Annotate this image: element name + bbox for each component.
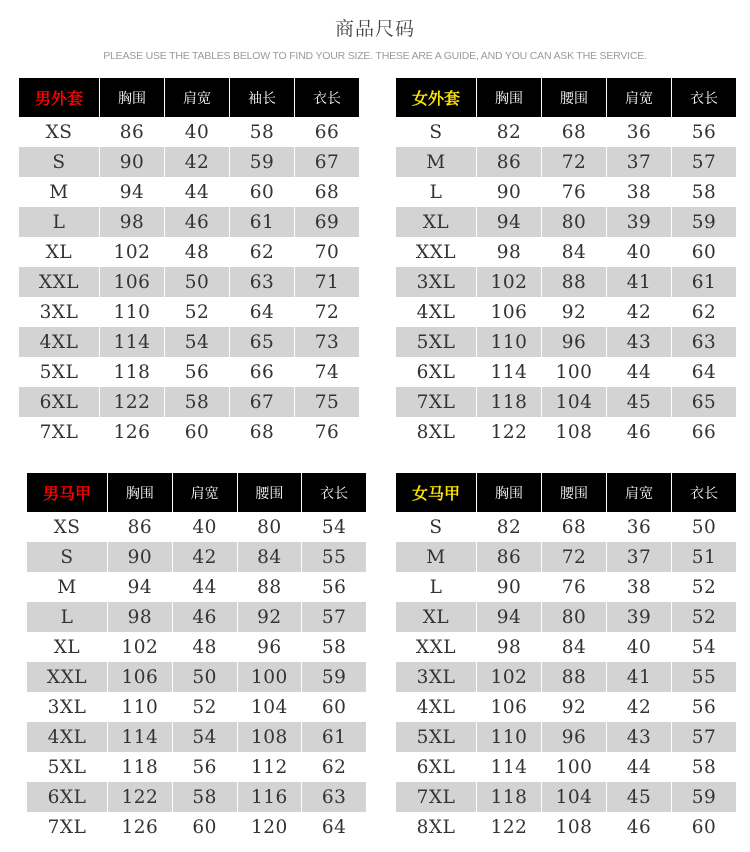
measurement-cell: 54 [321, 516, 347, 538]
measurement-cell: 52 [184, 301, 210, 323]
size-cell: XL [53, 636, 81, 658]
table-row [27, 662, 366, 692]
size-cell: S [429, 121, 443, 143]
measurement-cell: 62 [321, 756, 347, 778]
measurement-cell: 42 [165, 147, 229, 177]
measurement-cell: 68 [561, 516, 587, 538]
table-row [396, 387, 736, 417]
measurement-cell: 43 [607, 327, 671, 357]
measurement-cell: 106 [490, 301, 528, 323]
table-header-row [19, 78, 359, 117]
table-row [19, 117, 359, 147]
measurement-cell: 64 [691, 361, 717, 383]
table-row [19, 267, 359, 297]
measurement-cell: 54 [165, 327, 229, 357]
measurement-cell: 118 [477, 387, 541, 417]
table-row [396, 417, 736, 447]
measurement-cell: 60 [691, 241, 717, 263]
measurement-cell: 114 [490, 361, 528, 383]
table-row [27, 542, 366, 572]
measurement-cell: 92 [238, 602, 302, 632]
table-name: 女外套 [396, 78, 476, 117]
table-row [396, 147, 736, 177]
size-cell: M [49, 181, 69, 203]
measurement-cell: 92 [561, 696, 587, 718]
measurement-cell: 56 [691, 121, 717, 143]
measurement-cell: 108 [555, 816, 593, 838]
table-row [396, 357, 736, 387]
column-header: 肩宽 [173, 473, 237, 512]
table-row [396, 602, 736, 632]
column-header: 衣长 [672, 473, 736, 512]
measurement-cell: 62 [249, 241, 275, 263]
measurement-cell: 120 [250, 816, 288, 838]
measurement-cell: 54 [691, 636, 717, 658]
size-cell: M [396, 147, 476, 177]
measurement-cell: 126 [121, 816, 159, 838]
measurement-cell: 57 [672, 722, 736, 752]
measurement-cell: 40 [184, 121, 210, 143]
table-row [19, 327, 359, 357]
measurement-cell: 80 [542, 207, 606, 237]
measurement-cell: 63 [230, 267, 294, 297]
size-cell: 6XL [416, 756, 456, 778]
measurement-cell: 118 [121, 756, 159, 778]
measurement-cell: 41 [607, 662, 671, 692]
measurement-cell: 59 [672, 207, 736, 237]
measurement-cell: 58 [165, 387, 229, 417]
measurement-cell: 110 [113, 301, 151, 323]
measurement-cell: 100 [555, 756, 593, 778]
size-cell: 5XL [39, 361, 79, 383]
measurement-cell: 90 [100, 147, 164, 177]
size-cell: 5XL [47, 756, 87, 778]
table-row [19, 207, 359, 237]
measurement-cell: 67 [295, 147, 359, 177]
size-cell: 8XL [416, 421, 456, 443]
table-header-row [27, 473, 366, 512]
measurement-cell: 56 [321, 576, 347, 598]
table-row [396, 327, 736, 357]
measurement-cell: 58 [691, 181, 717, 203]
measurement-cell: 36 [626, 121, 652, 143]
measurement-cell: 50 [691, 516, 717, 538]
size-cell: M [396, 542, 476, 572]
measurement-cell: 76 [561, 576, 587, 598]
measurement-cell: 104 [250, 696, 288, 718]
measurement-cell: 122 [490, 816, 528, 838]
column-header: 衣长 [295, 78, 359, 117]
measurement-cell: 104 [542, 387, 606, 417]
size-cell: 6XL [27, 782, 107, 812]
measurement-cell: 75 [295, 387, 359, 417]
measurement-cell: 104 [542, 782, 606, 812]
table-name: 男马甲 [27, 473, 107, 512]
table-row [396, 722, 736, 752]
size-cell: 4XL [416, 301, 456, 323]
size-cell: XXL [415, 241, 457, 263]
measurement-cell: 39 [607, 207, 671, 237]
measurement-cell: 82 [496, 121, 522, 143]
measurement-cell: 55 [672, 662, 736, 692]
table-row [27, 752, 366, 782]
column-header: 肩宽 [607, 78, 671, 117]
table-row [19, 177, 359, 207]
measurement-cell: 50 [165, 267, 229, 297]
table-row [396, 297, 736, 327]
measurement-cell: 70 [314, 241, 340, 263]
measurement-cell: 72 [314, 301, 340, 323]
size-cell: 4XL [416, 696, 456, 718]
column-header: 腰围 [238, 473, 302, 512]
measurement-cell: 58 [173, 782, 237, 812]
table-row [27, 632, 366, 662]
size-cell: 6XL [416, 361, 456, 383]
column-header: 袖长 [230, 78, 294, 117]
size-cell: 7XL [39, 421, 79, 443]
size-cell: XL [396, 207, 476, 237]
measurement-cell: 90 [496, 181, 522, 203]
measurement-cell: 98 [496, 241, 522, 263]
table-row [396, 632, 736, 662]
measurement-cell: 46 [173, 602, 237, 632]
measurement-cell: 98 [100, 207, 164, 237]
measurement-cell: 57 [302, 602, 366, 632]
size-table-womens-vest [395, 473, 737, 842]
column-header: 衣长 [672, 78, 736, 117]
table-row [396, 237, 736, 267]
column-header: 胸围 [477, 78, 541, 117]
measurement-cell: 44 [626, 361, 652, 383]
measurement-cell: 41 [607, 267, 671, 297]
table-row [27, 602, 366, 632]
table-row [396, 662, 736, 692]
measurement-cell: 63 [302, 782, 366, 812]
measurement-cell: 122 [100, 387, 164, 417]
table-header-row [396, 473, 736, 512]
column-header: 胸围 [108, 473, 172, 512]
measurement-cell: 66 [691, 421, 717, 443]
size-cell: M [57, 576, 77, 598]
measurement-cell: 98 [496, 636, 522, 658]
table-row [19, 147, 359, 177]
table-row [396, 177, 736, 207]
measurement-cell: 40 [192, 516, 217, 538]
column-header: 胸围 [100, 78, 164, 117]
measurement-cell: 59 [302, 662, 366, 692]
measurement-cell: 98 [108, 602, 172, 632]
size-cell: 7XL [396, 782, 476, 812]
measurement-cell: 40 [626, 636, 652, 658]
measurement-cell: 64 [321, 816, 347, 838]
measurement-cell: 63 [672, 327, 736, 357]
measurement-cell: 59 [230, 147, 294, 177]
size-table-womens-jacket [395, 78, 737, 447]
size-cell: XXL [415, 636, 457, 658]
size-cell: 7XL [47, 816, 87, 838]
measurement-cell: 62 [691, 301, 717, 323]
size-cell: L [19, 207, 99, 237]
table-row [396, 812, 736, 842]
table-row [27, 812, 366, 842]
size-cell: 4XL [27, 722, 107, 752]
measurement-cell: 43 [607, 722, 671, 752]
measurement-cell: 59 [672, 782, 736, 812]
measurement-cell: 92 [561, 301, 587, 323]
measurement-cell: 68 [249, 421, 275, 443]
measurement-cell: 88 [542, 662, 606, 692]
measurement-cell: 38 [626, 181, 652, 203]
size-cell: 6XL [19, 387, 99, 417]
measurement-cell: 84 [561, 241, 587, 263]
measurement-cell: 74 [314, 361, 340, 383]
measurement-cell: 82 [496, 516, 522, 538]
measurement-cell: 114 [108, 722, 172, 752]
size-cell: XS [45, 121, 73, 143]
measurement-cell: 102 [113, 241, 151, 263]
measurement-cell: 100 [238, 662, 302, 692]
measurement-cell: 88 [542, 267, 606, 297]
measurement-cell: 44 [192, 576, 217, 598]
measurement-cell: 80 [257, 516, 282, 538]
measurement-cell: 44 [626, 756, 652, 778]
measurement-cell: 52 [672, 602, 736, 632]
measurement-cell: 76 [314, 421, 340, 443]
measurement-cell: 39 [607, 602, 671, 632]
table-row [396, 572, 736, 602]
measurement-cell: 84 [561, 636, 587, 658]
measurement-cell: 96 [542, 327, 606, 357]
size-cell: 3XL [47, 696, 87, 718]
table-row [396, 117, 736, 147]
measurement-cell: 90 [496, 576, 522, 598]
measurement-cell: 48 [192, 636, 217, 658]
table-row [396, 692, 736, 722]
measurement-cell: 46 [165, 207, 229, 237]
column-header: 肩宽 [165, 78, 229, 117]
size-cell: 5XL [396, 722, 476, 752]
table-row [396, 267, 736, 297]
size-cell: L [27, 602, 107, 632]
measurement-cell: 60 [691, 816, 717, 838]
measurement-cell: 112 [250, 756, 288, 778]
size-cell: S [27, 542, 107, 572]
measurement-cell: 40 [626, 241, 652, 263]
measurement-cell: 36 [626, 516, 652, 538]
measurement-cell: 88 [257, 576, 282, 598]
measurement-cell: 56 [192, 756, 217, 778]
measurement-cell: 84 [238, 542, 302, 572]
measurement-cell: 72 [542, 147, 606, 177]
measurement-cell: 106 [100, 267, 164, 297]
measurement-cell: 60 [184, 421, 210, 443]
size-cell: 5XL [396, 327, 476, 357]
measurement-cell: 61 [230, 207, 294, 237]
measurement-cell: 64 [249, 301, 275, 323]
measurement-cell: 86 [477, 542, 541, 572]
measurement-cell: 54 [173, 722, 237, 752]
measurement-cell: 57 [672, 147, 736, 177]
size-cell: 7XL [396, 387, 476, 417]
measurement-cell: 66 [249, 361, 275, 383]
measurement-cell: 52 [192, 696, 217, 718]
measurement-cell: 118 [477, 782, 541, 812]
table-row [396, 542, 736, 572]
table-row [19, 417, 359, 447]
measurement-cell: 80 [542, 602, 606, 632]
measurement-cell: 65 [672, 387, 736, 417]
measurement-cell: 86 [477, 147, 541, 177]
measurement-cell: 50 [173, 662, 237, 692]
measurement-cell: 86 [119, 121, 145, 143]
measurement-cell: 58 [249, 121, 275, 143]
measurement-cell: 44 [184, 181, 210, 203]
column-header: 胸围 [477, 473, 541, 512]
measurement-cell: 96 [257, 636, 282, 658]
column-header: 肩宽 [607, 473, 671, 512]
measurement-cell: 60 [192, 816, 217, 838]
measurement-cell: 58 [691, 756, 717, 778]
size-table-mens-jacket [18, 78, 360, 447]
size-cell: XXL [27, 662, 107, 692]
measurement-cell: 68 [561, 121, 587, 143]
page-subtitle: PLEASE USE THE TABLES BELOW TO FIND YOUR SIZE. THESE ARE A GUIDE, AND YOU CAN ASK THE SERVICE. [103, 50, 647, 62]
measurement-cell: 68 [314, 181, 340, 203]
measurement-cell: 42 [626, 301, 652, 323]
measurement-cell: 106 [108, 662, 172, 692]
measurement-cell: 56 [184, 361, 210, 383]
measurement-cell: 116 [238, 782, 302, 812]
size-cell: XXL [19, 267, 99, 297]
table-row [27, 692, 366, 722]
size-cell: XL [45, 241, 73, 263]
table-row [396, 782, 736, 812]
page-title: 商品尺码 [334, 18, 415, 40]
table-row [19, 357, 359, 387]
measurement-cell: 46 [626, 816, 652, 838]
measurement-cell: 110 [477, 722, 541, 752]
size-cell: 8XL [416, 816, 456, 838]
size-cell: 3XL [396, 662, 476, 692]
size-cell: XS [53, 516, 81, 538]
measurement-cell: 61 [672, 267, 736, 297]
measurement-cell: 48 [184, 241, 210, 263]
measurement-cell: 114 [100, 327, 164, 357]
measurement-cell: 94 [477, 207, 541, 237]
measurement-cell: 126 [113, 421, 151, 443]
measurement-cell: 122 [490, 421, 528, 443]
measurement-cell: 108 [238, 722, 302, 752]
measurement-cell: 38 [626, 576, 652, 598]
measurement-cell: 90 [108, 542, 172, 572]
table-row [27, 512, 366, 542]
table-row [27, 722, 366, 752]
measurement-cell: 110 [121, 696, 159, 718]
measurement-cell: 110 [477, 327, 541, 357]
measurement-cell: 122 [108, 782, 172, 812]
measurement-cell: 96 [542, 722, 606, 752]
measurement-cell: 55 [302, 542, 366, 572]
measurement-cell: 94 [119, 181, 145, 203]
size-cell: 4XL [19, 327, 99, 357]
measurement-cell: 94 [127, 576, 153, 598]
measurement-cell: 86 [127, 516, 153, 538]
table-row [27, 572, 366, 602]
column-header: 腰围 [542, 473, 606, 512]
size-cell: L [429, 576, 443, 598]
measurement-cell: 69 [295, 207, 359, 237]
size-table-mens-vest [26, 473, 367, 842]
size-cell: S [429, 516, 443, 538]
measurement-cell: 108 [555, 421, 593, 443]
measurement-cell: 67 [230, 387, 294, 417]
size-cell: S [19, 147, 99, 177]
measurement-cell: 37 [607, 542, 671, 572]
table-row [27, 782, 366, 812]
measurement-cell: 114 [490, 756, 528, 778]
size-cell: L [429, 181, 443, 203]
measurement-cell: 76 [561, 181, 587, 203]
measurement-cell: 100 [555, 361, 593, 383]
measurement-cell: 42 [173, 542, 237, 572]
column-header: 衣长 [302, 473, 366, 512]
measurement-cell: 58 [321, 636, 347, 658]
measurement-cell: 45 [607, 782, 671, 812]
measurement-cell: 52 [691, 576, 717, 598]
table-header-row [396, 78, 736, 117]
size-cell: 3XL [39, 301, 79, 323]
measurement-cell: 60 [321, 696, 347, 718]
column-header: 腰围 [542, 78, 606, 117]
measurement-cell: 46 [626, 421, 652, 443]
table-name: 女马甲 [396, 473, 476, 512]
size-cell: 3XL [396, 267, 476, 297]
table-row [396, 512, 736, 542]
size-cell: XL [396, 602, 476, 632]
table-name: 男外套 [19, 78, 99, 117]
measurement-cell: 106 [490, 696, 528, 718]
measurement-cell: 51 [672, 542, 736, 572]
measurement-cell: 94 [477, 602, 541, 632]
measurement-cell: 102 [477, 662, 541, 692]
measurement-cell: 42 [626, 696, 652, 718]
measurement-cell: 37 [607, 147, 671, 177]
table-row [19, 387, 359, 417]
measurement-cell: 102 [477, 267, 541, 297]
measurement-cell: 72 [542, 542, 606, 572]
table-row [19, 297, 359, 327]
table-row [396, 752, 736, 782]
measurement-cell: 71 [295, 267, 359, 297]
measurement-cell: 66 [314, 121, 340, 143]
table-row [396, 207, 736, 237]
measurement-cell: 61 [302, 722, 366, 752]
measurement-cell: 45 [607, 387, 671, 417]
measurement-cell: 60 [249, 181, 275, 203]
measurement-cell: 65 [230, 327, 294, 357]
measurement-cell: 56 [691, 696, 717, 718]
measurement-cell: 73 [295, 327, 359, 357]
measurement-cell: 118 [113, 361, 151, 383]
measurement-cell: 102 [121, 636, 159, 658]
table-row [19, 237, 359, 267]
